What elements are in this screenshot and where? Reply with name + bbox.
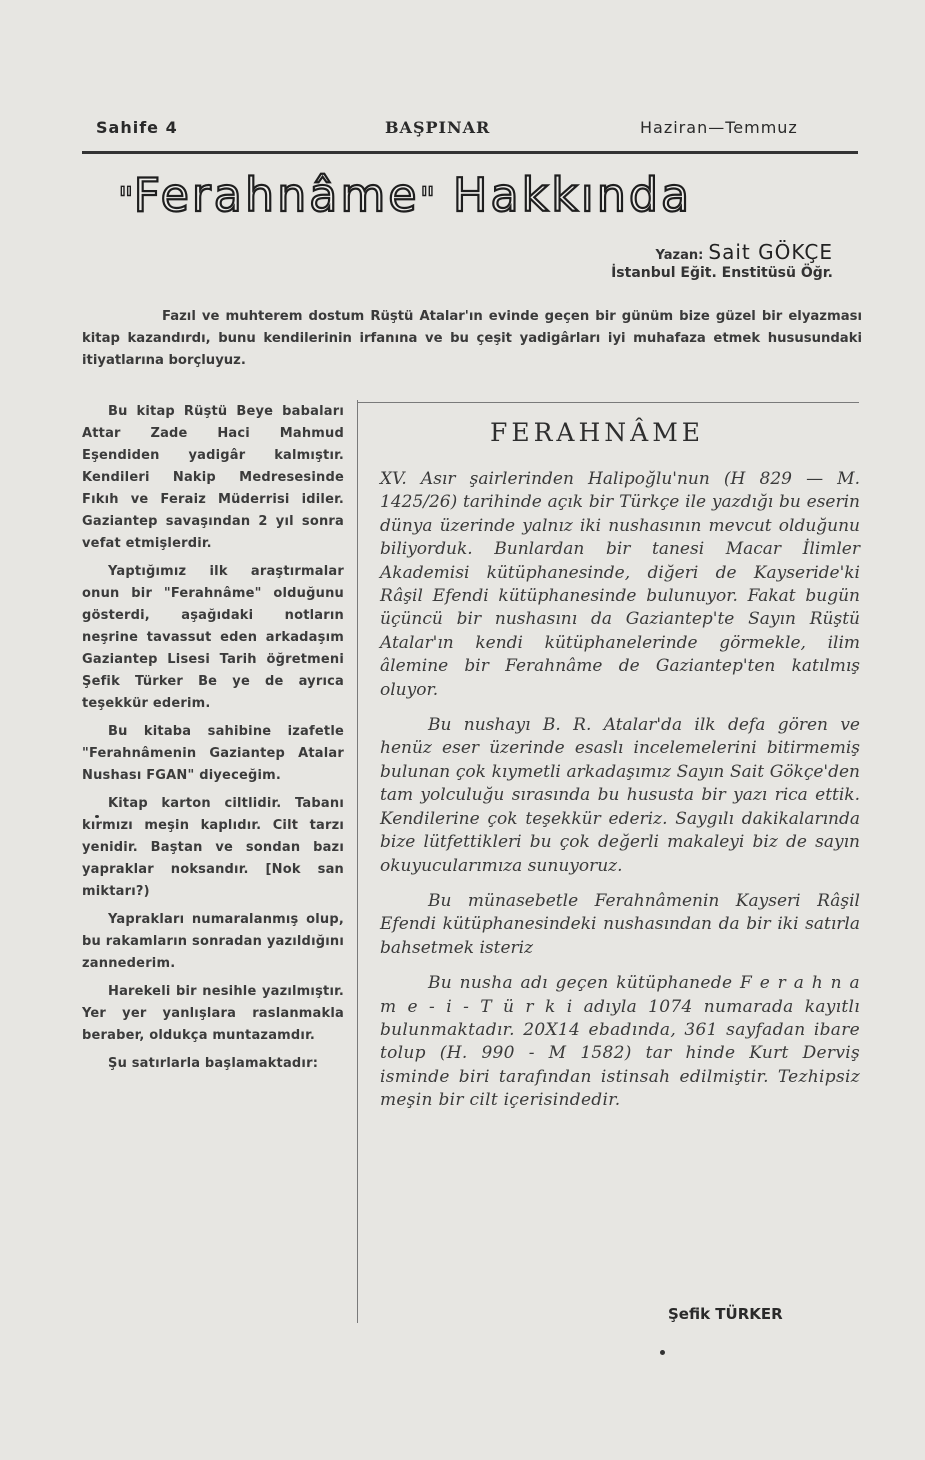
journal-name: BAŞPINAR [385, 118, 491, 137]
byline [611, 240, 833, 281]
body-paragraph: Şu satırlarla başlamaktadır: [108, 1056, 319, 1071]
byline-role: Yazan: [655, 248, 704, 263]
ink-speck [95, 815, 99, 818]
sidebar-top-rule [357, 402, 859, 403]
sidebar-paragraph: Bu nushayı B. R. Atalar'da ilk defa gören ve henüz eser üzerinde esaslı incelemelerini bitirmemiş bulunan çok kıymetli arkadaşımız Sayın Sait Gökçe'den tam yolculuğu sırasında bu hususta bir yazı rica ettik. Kendilerine çok teşekkür ederiz. Saygılı dakikalarında bize lütfettikleri bu çok değerli makaleyi biz de sayın okuyucularımıza sunuyoruz. [380, 715, 860, 876]
author-institution: İstanbul Eğit. Enstitüsü Öğr. [611, 265, 833, 281]
signature: Şefik TÜRKER [668, 1305, 783, 1323]
sidebar-paragraph: XV. Asır şairlerinden Halipoğlu'nun (H 829 — M. 1425/26) tarihinde açık bir Türkçe ile yazdığı bu eserin dünya üzerinde yalnız iki nushasının mevcut olduğunu biliyorduk. Bunlardan bir tanesi Macar İlimler Akademisi kütüphanesinde, diğeri de Kayseride'ki Râşil Efendi kütüphanesinde bulunuyor. Fakat bugün üçüncü bir nushasını da Gaziantep'te Sayın Rüştü Atalar'ın kendi kütüphanelerinde görmekle, ilim âlemine bir Ferahnâme de Gaziantep'ten katılmış oluyor. [380, 469, 860, 700]
issue-date: Haziran—Temmuz [640, 118, 798, 137]
author-name: Sait GÖKÇE [708, 240, 833, 264]
article-title [118, 168, 858, 228]
title-name: Ferahnâme [133, 168, 420, 222]
body-paragraph: Harekeli bir nesihle yazılmıştır. Yer yer yanlışlara raslanmakla beraber, oldukça muntazamdır. [82, 984, 344, 1043]
body-paragraph: Kitap karton ciltlidir. Tabanı kırmızı meşin kaplıdır. Cilt tarzı yenidir. Baştan ve sondan bazı yapraklar noksandır. [Nok san miktarı?) [82, 796, 344, 899]
header-rule [82, 151, 858, 154]
sidebar-paragraph: Bu nusha adı geçen kütüphanede F e r a h n a m e - i - T ü r k i adıyla 1074 numarada kayıtlı bulunmaktadır. 20X14 ebadında, 361 sayfadan ibare tolup (H. 990 - M 1582) tar hinde Kurt Derviş isminde biri tarafından istinsah edilmiştir. Tezhipsiz meşin bir cilt içerisindedir. [380, 973, 860, 1111]
title-quote-open: " [118, 180, 134, 220]
page-number: Sahife 4 [96, 118, 178, 137]
sidebar-heading: FERAHNÂME [490, 418, 705, 447]
column-divider [357, 400, 358, 1323]
title-rest: Hakkında [435, 168, 693, 222]
sidebar-box [380, 468, 860, 1125]
ink-speck [660, 1350, 665, 1355]
sidebar-paragraph: Bu münasebetle Ferahnâmenin Kayseri Râşil Efendi kütüphanesindeki nushasından da bir iki satırla bahsetmek isteriz [380, 890, 860, 958]
intro-paragraph: Fazıl ve muhterem dostum Rüştü Atalar'ın evinde geçen bir günüm bize güzel bir elyazması kitap kazandırdı, bunu kendilerinin irfanına ve bu çeşit yadigârları iyi muhafaza etmek hususundaki itiyatlarına borçluyuz. [82, 309, 862, 368]
title-quote-close: " [419, 180, 436, 220]
body-paragraph: Yaprakları numaralanmış olup, bu rakamların sonradan yazıldığını zannederim. [82, 912, 344, 971]
body-paragraph: Bu kitap Rüştü Beye babaları Attar Zade Haci Mahmud Eşendiden yadigâr kalmıştır. Kendileri Nakip Medresesinde Fıkıh ve Feraiz Müderrisi idiler. Gaziantep savaşından 2 yıl sonra vefat etmişlerdir. [82, 404, 344, 551]
body-paragraph: Yaptığımız ilk araştırmalar onun bir "Ferahnâme" olduğunu gösterdi, aşağıdaki notların neşrine tavassut eden arkadaşım Gaziantep Lisesi Tarih öğretmeni Şefik Türker Be ye de ayrıca teşekkür ederim. [82, 564, 344, 711]
article-body-column [82, 401, 344, 1081]
body-paragraph: Bu kitaba sahibine izafetle "Ferahnâmenin Gaziantep Atalar Nushası FGAN" diyeceğim. [82, 724, 344, 783]
